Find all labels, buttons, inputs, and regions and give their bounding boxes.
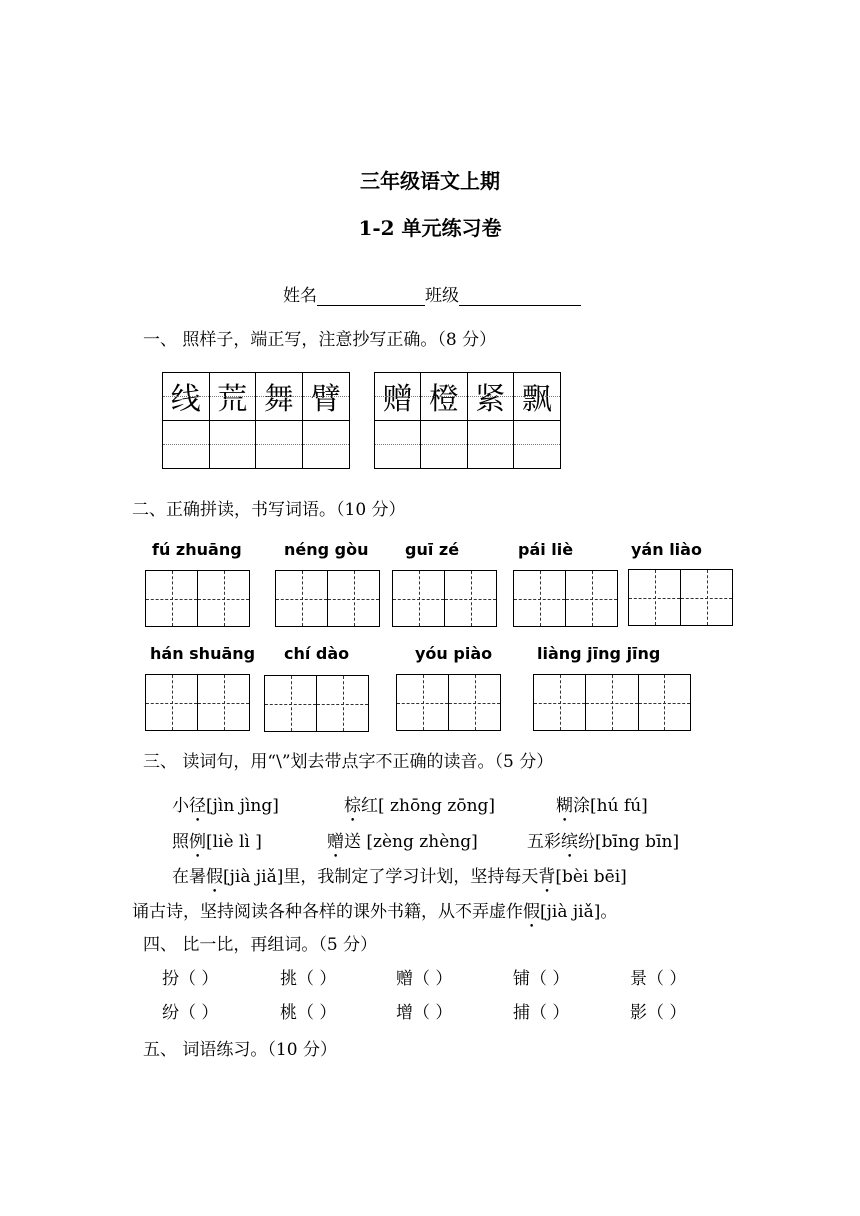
compare-item[interactable]: 捕（ ） <box>513 1003 570 1023</box>
model-char: 赠 <box>375 373 421 421</box>
dotted-char: 赠 <box>327 832 344 852</box>
dotted-char: 假 <box>523 902 540 922</box>
page-title: 三年级语文上期 <box>360 169 500 193</box>
dotted-char: 假 <box>206 867 223 887</box>
pinyin-label: fú zhuāng <box>152 540 242 559</box>
writing-box[interactable] <box>513 570 618 627</box>
writing-box[interactable] <box>264 675 369 732</box>
reading-item: 照例[liè lì ] <box>172 832 262 852</box>
compare-item[interactable]: 赠（ ） <box>396 969 453 989</box>
compare-item[interactable]: 桃（ ） <box>280 1003 337 1023</box>
writing-cell[interactable] <box>303 421 350 469</box>
compare-item[interactable]: 景（ ） <box>630 969 687 989</box>
pinyin-label: pái liè <box>518 540 574 559</box>
dotted-char: 例 <box>189 832 206 852</box>
compare-item[interactable]: 影（ ） <box>630 1003 687 1023</box>
compare-item[interactable]: 纷（ ） <box>162 1003 219 1023</box>
dotted-char: 糊 <box>556 796 573 816</box>
writing-cell[interactable] <box>421 421 467 469</box>
class-blank[interactable] <box>459 288 581 306</box>
pinyin-label: yán liào <box>631 540 702 559</box>
copy-grid-2 <box>374 372 561 469</box>
writing-box[interactable] <box>396 674 501 731</box>
writing-cell[interactable] <box>514 421 560 469</box>
writing-box[interactable] <box>392 570 497 627</box>
section1-heading: 一、 照样子，端正写，注意抄写正确。（8 分） <box>143 330 497 350</box>
writing-cell[interactable] <box>163 421 210 469</box>
writing-box[interactable] <box>275 570 380 627</box>
model-char: 橙 <box>421 373 467 421</box>
class-label: 班级 <box>425 286 459 306</box>
model-char: 线 <box>163 373 210 421</box>
model-char: 飘 <box>514 373 560 421</box>
pinyin-label: guī zé <box>405 540 460 559</box>
reading-item: 赠送 [zèng zhèng] <box>327 832 478 852</box>
pinyin-label: néng gòu <box>284 540 369 559</box>
section5-heading: 五、 词语练习。（10 分） <box>143 1040 337 1060</box>
dotted-char: 径 <box>189 796 206 816</box>
compare-item[interactable]: 挑（ ） <box>280 969 337 989</box>
pinyin-label: hán shuāng <box>150 644 256 663</box>
writing-cell[interactable] <box>256 421 303 469</box>
model-char: 舞 <box>256 373 303 421</box>
model-char: 荒 <box>210 373 257 421</box>
model-char: 臂 <box>303 373 350 421</box>
reading-item: 五彩缤纷[bīng bīn] <box>527 832 680 852</box>
writing-cell[interactable] <box>210 421 257 469</box>
pinyin-label: chí dào <box>284 644 350 663</box>
name-blank[interactable] <box>317 288 425 306</box>
compare-item[interactable]: 铺（ ） <box>513 969 570 989</box>
page-subtitle: 1-2 单元练习卷 <box>358 216 502 240</box>
dotted-char: 棕 <box>344 796 361 816</box>
dotted-char: 缤 <box>561 832 578 852</box>
writing-box[interactable] <box>145 674 250 731</box>
compare-item[interactable]: 扮（ ） <box>162 969 219 989</box>
reading-item: 糊涂[hú fú] <box>556 796 648 816</box>
writing-box[interactable] <box>628 569 733 626</box>
writing-cell[interactable] <box>375 421 421 469</box>
reading-sentence-line1: 在暑假[jià jiǎ]里，我制定了学习计划，坚持每天背[bèi bēi] <box>172 867 627 887</box>
reading-item: 棕红[ zhōng zōng] <box>344 796 496 816</box>
model-char: 紧 <box>468 373 514 421</box>
copy-grid-1 <box>162 372 350 469</box>
section2-heading: 二、正确拼读，书写词语。（10 分） <box>132 500 406 520</box>
reading-sentence-line2: 诵古诗，坚持阅读各种各样的课外书籍，从不弄虚作假[jià jiǎ]。 <box>132 902 618 922</box>
name-label: 姓名 <box>283 286 317 306</box>
student-info <box>283 281 581 306</box>
pinyin-label: liàng jīng jīng <box>537 644 661 663</box>
reading-item: 小径[jìn jìng] <box>172 796 279 816</box>
pinyin-label: yóu piào <box>415 644 493 663</box>
writing-box[interactable] <box>145 570 250 627</box>
writing-cell[interactable] <box>468 421 514 469</box>
section3-heading: 三、 读词句，用“\”划去带点字不正确的读音。（5 分） <box>143 752 554 772</box>
section4-heading: 四、 比一比，再组词。（5 分） <box>143 935 378 955</box>
writing-box[interactable] <box>533 674 691 731</box>
compare-item[interactable]: 增（ ） <box>396 1003 453 1023</box>
dotted-char: 背 <box>538 867 556 887</box>
